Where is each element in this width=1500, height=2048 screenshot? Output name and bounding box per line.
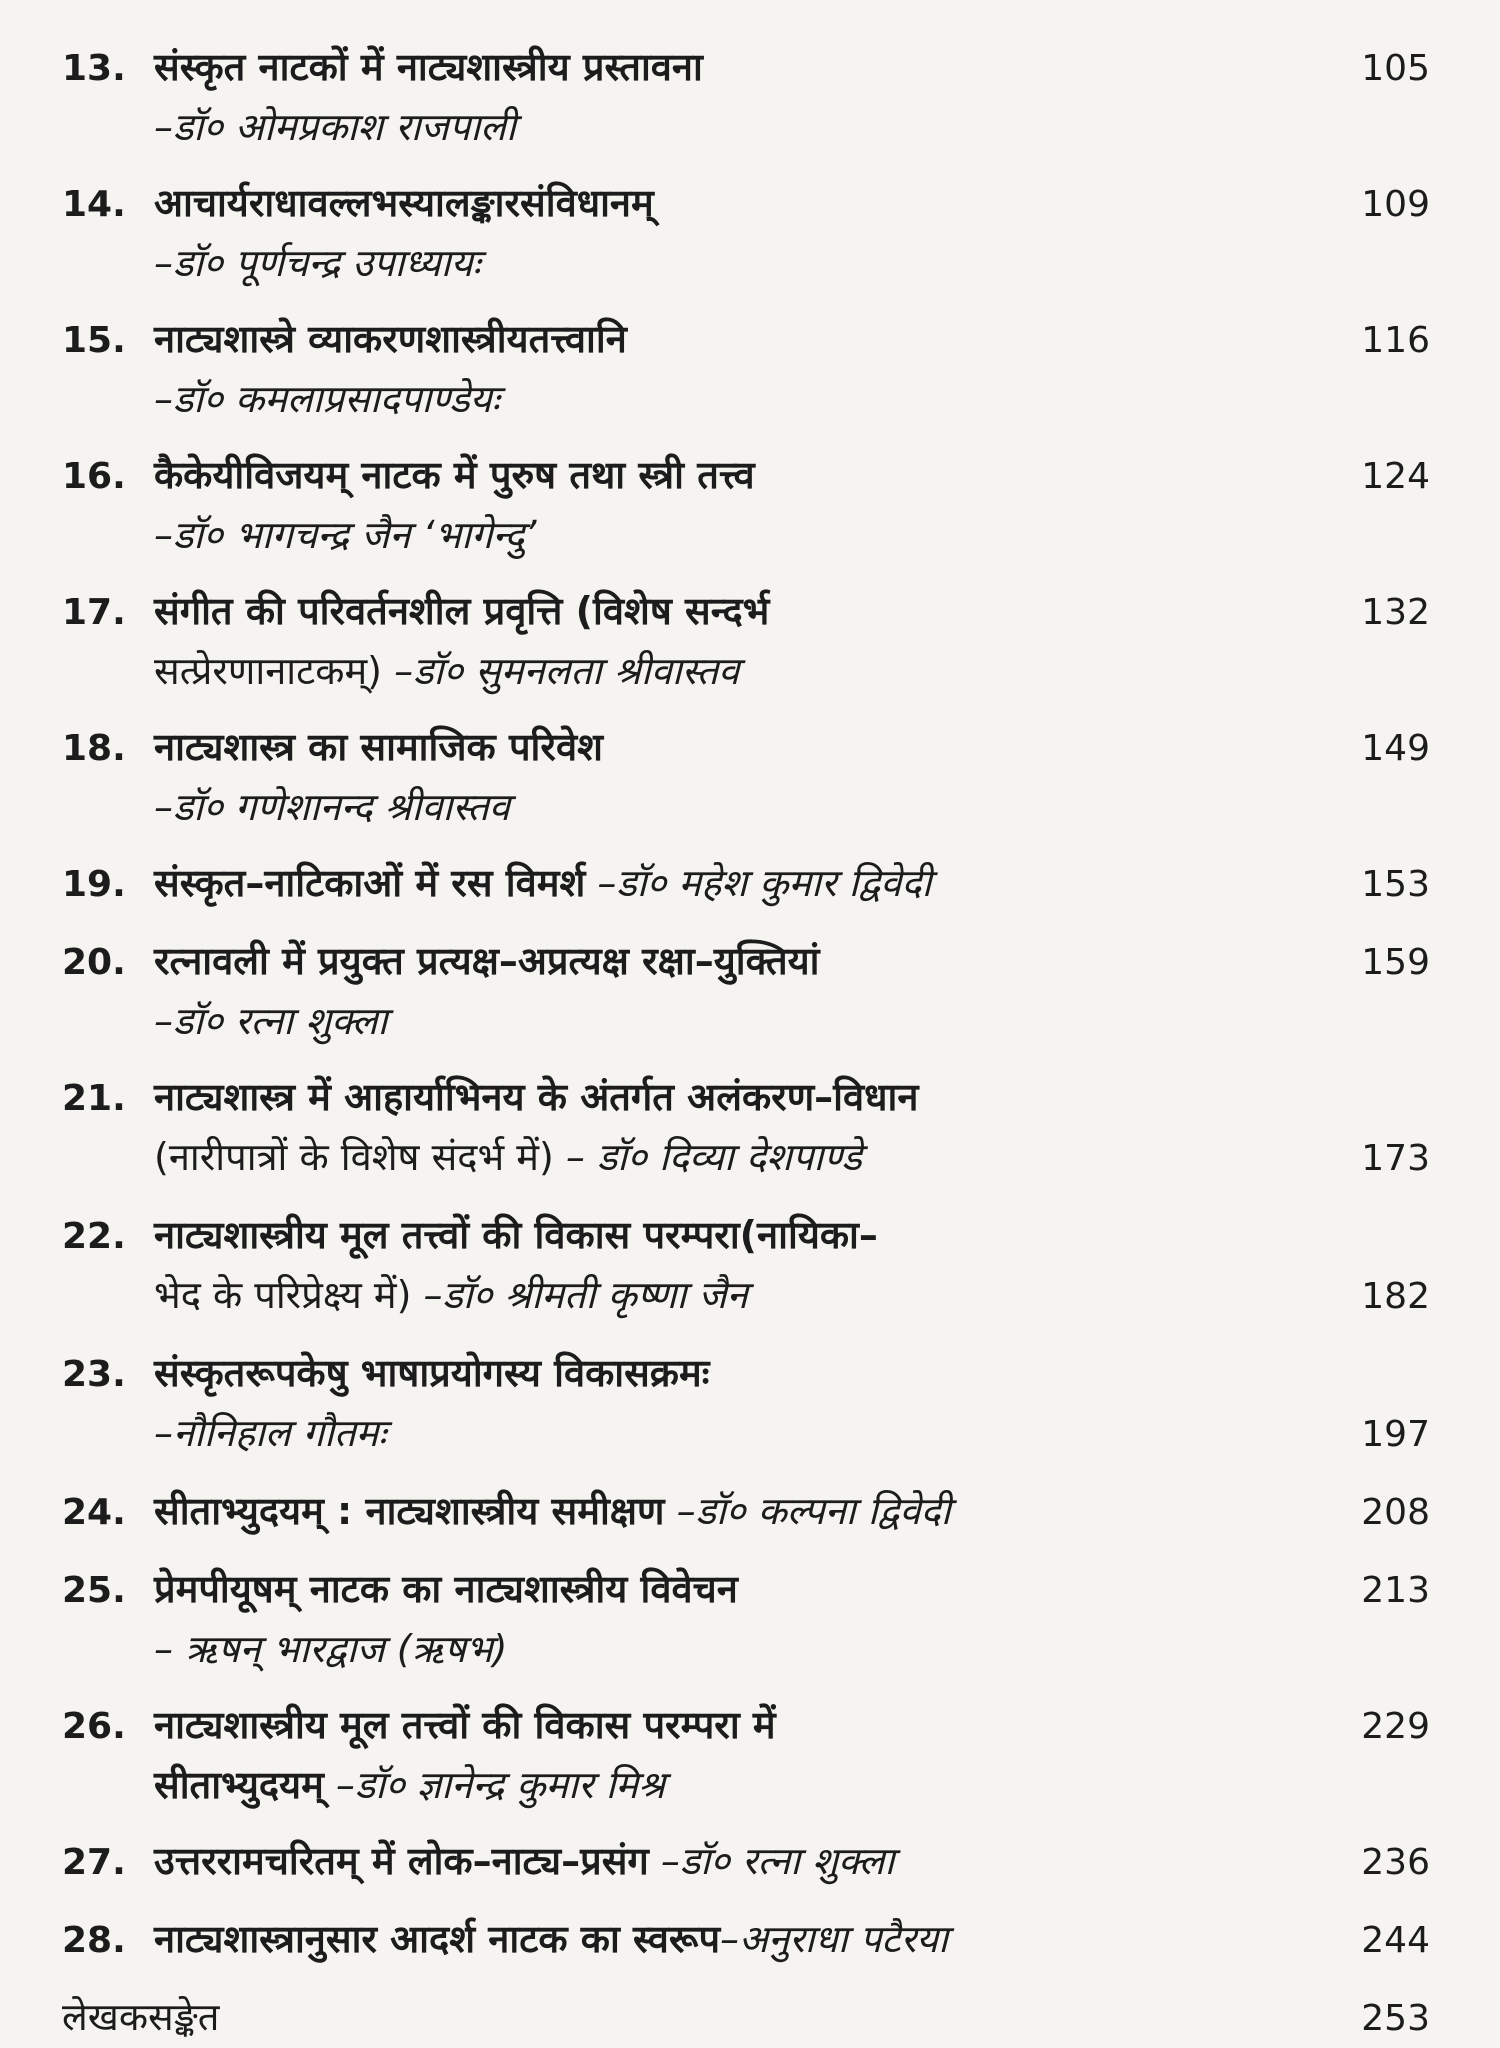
toc-entry	[62, 1068, 1430, 1188]
entry-author: –डॉ० रत्ना शुक्ला	[154, 999, 388, 1043]
entry-title: नाट्यशास्त्रे व्याकरणशास्त्रीयतत्त्वानि	[154, 317, 627, 361]
toc-entry-author-index	[62, 1988, 1430, 2048]
entry-author: – ऋषन् भारद्वाज (ऋषभ)	[154, 1627, 508, 1671]
page-number: 213	[1361, 1570, 1430, 1611]
page-number: 105	[1361, 48, 1430, 89]
toc-entry	[62, 1344, 1430, 1464]
page-number: 236	[1361, 1842, 1430, 1883]
entry-author: –डॉ० गणेशानन्द श्रीवास्तव	[154, 785, 510, 829]
entry-number: 26.	[62, 1706, 126, 1747]
page-number: 153	[1361, 864, 1430, 905]
toc-entry	[62, 1482, 1430, 1542]
entry-title: नाट्यशास्त्र में आहार्याभिनय के अंतर्गत अलंकरण–विधान	[154, 1075, 919, 1119]
entry-number: 13.	[62, 48, 126, 89]
entry-title: संस्कृत नाटकों में नाट्यशास्त्रीय प्रस्तावना	[154, 45, 703, 89]
page-number: 253	[1361, 1998, 1430, 2039]
entry-author: –डॉ० महेश कुमार द्विवेदी	[597, 861, 932, 905]
entry-title: आचार्यराधावल्लभस्यालङ्कारसंविधानम्	[154, 181, 654, 225]
entry-title: प्रेमपीयूषम् नाटक का नाट्यशास्त्रीय विवेचन	[154, 1567, 738, 1611]
entry-author: –डॉ० ज्ञानेन्द्र कुमार मिश्र	[335, 1763, 666, 1807]
toc-entry	[62, 1910, 1430, 1970]
toc-entry	[62, 1560, 1430, 1678]
toc-entry	[62, 1696, 1430, 1814]
toc-entry	[62, 174, 1430, 292]
entry-title-continued: (नारीपात्रों के विशेष संदर्भ में)	[154, 1135, 554, 1179]
entry-number: 27.	[62, 1842, 126, 1883]
entry-author: –डॉ० सुमनलता श्रीवास्तव	[394, 649, 740, 693]
entry-title: उत्तररामचरितम् में लोक–नाट्य–प्रसंग	[154, 1839, 649, 1883]
entry-title: नाट्यशास्त्र का सामाजिक परिवेश	[154, 725, 603, 769]
toc-entry	[62, 446, 1430, 564]
entry-number: 14.	[62, 184, 126, 225]
author-index-label: लेखकसङ्केत	[62, 1995, 220, 2039]
entry-author: –डॉ० कल्पना द्विवेदी	[676, 1489, 951, 1533]
entry-title-continued: भेद के परिप्रेक्ष्य में)	[154, 1273, 412, 1317]
entry-author: –नौनिहाल गौतमः	[154, 1411, 387, 1455]
page-number: 197	[1361, 1414, 1430, 1455]
entry-title: सीताभ्युदयम् : नाट्यशास्त्रीय समीक्षण	[154, 1489, 665, 1533]
toc-entry	[62, 310, 1430, 428]
entry-number: 22.	[62, 1216, 126, 1257]
entry-title: संस्कृत–नाटिकाओं में रस विमर्श	[154, 861, 586, 905]
entry-number: 18.	[62, 728, 126, 769]
entry-number: 23.	[62, 1354, 126, 1395]
toc-entry	[62, 1206, 1430, 1326]
page-number: 109	[1361, 184, 1430, 225]
toc-entry	[62, 38, 1430, 156]
entry-author: –डॉ० पूर्णचन्द्र उपाध्यायः	[154, 241, 481, 285]
page-number: 173	[1361, 1138, 1430, 1179]
entry-title: रत्नावली में प्रयुक्त प्रत्यक्ष–अप्रत्यक्ष रक्षा–युक्तियां	[154, 939, 820, 983]
entry-author: –डॉ० श्रीमती कृष्णा जैन	[423, 1273, 748, 1317]
page-number: 182	[1361, 1276, 1430, 1317]
entry-title: नाट्यशास्त्रानुसार आदर्श नाटक का स्वरूप	[154, 1917, 721, 1961]
entry-title: नाट्यशास्त्रीय मूल तत्त्वों की विकास परम्परा(नायिका–	[154, 1213, 878, 1257]
entry-number: 21.	[62, 1078, 126, 1119]
page-number: 208	[1361, 1492, 1430, 1533]
toc-entry	[62, 1832, 1430, 1892]
toc-entry	[62, 718, 1430, 836]
entry-title-continued: सत्प्रेरणानाटकम्)	[154, 649, 383, 693]
entry-number: 25.	[62, 1570, 126, 1611]
entry-author: –डॉ० भागचन्द्र जैन ‘भागेन्दु’	[154, 513, 537, 557]
page-number: 116	[1361, 320, 1430, 361]
toc-entry	[62, 854, 1430, 914]
entry-author: –अनुराधा पटैरया	[720, 1917, 949, 1961]
entry-author: –डॉ० ओमप्रकाश राजपाली	[154, 105, 516, 149]
page-number: 244	[1361, 1920, 1430, 1961]
page-number: 132	[1361, 592, 1430, 633]
entry-number: 24.	[62, 1492, 126, 1533]
toc-entry	[62, 932, 1430, 1050]
page-number: 149	[1361, 728, 1430, 769]
entry-author: –डॉ० रत्ना शुक्ला	[660, 1839, 895, 1883]
entry-title: संस्कृतरूपकेषु भाषाप्रयोगस्य विकासक्रमः	[154, 1351, 710, 1395]
entry-author: – डॉ० दिव्या देशपाण्डे	[565, 1135, 862, 1179]
entry-number: 20.	[62, 942, 126, 983]
page-number: 159	[1361, 942, 1430, 983]
entry-number: 19.	[62, 864, 126, 905]
entry-title: कैकेयीविजयम् नाटक में पुरुष तथा स्त्री तत्त्व	[154, 453, 755, 497]
entry-author: –डॉ० कमलाप्रसादपाण्डेयः	[154, 377, 500, 421]
entry-number: 28.	[62, 1920, 126, 1961]
entry-number: 15.	[62, 320, 126, 361]
entry-title-continued: सीताभ्युदयम्	[154, 1763, 324, 1807]
entry-number: 16.	[62, 456, 126, 497]
entry-title: संगीत की परिवर्तनशील प्रवृत्ति (विशेष सन्दर्भ	[154, 589, 770, 633]
entry-number: 17.	[62, 592, 126, 633]
toc-entry	[62, 582, 1430, 700]
page-number: 124	[1361, 456, 1430, 497]
page-number: 229	[1361, 1706, 1430, 1747]
entry-title: नाट्यशास्त्रीय मूल तत्त्वों की विकास परम्परा में	[154, 1703, 776, 1747]
